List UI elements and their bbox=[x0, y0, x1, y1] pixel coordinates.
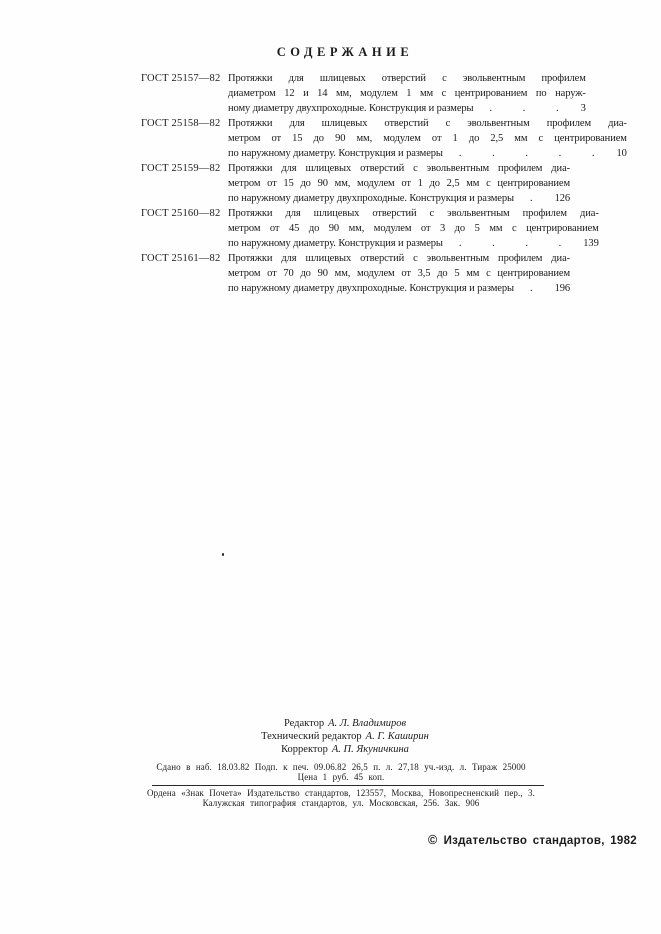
toc-entry-line: Протяжки для шлицевых отверстий с эвольвентным профилем диа- bbox=[228, 253, 571, 264]
copyright-text: Издательство стандартов, 1982 bbox=[443, 835, 637, 847]
toc-entry-line: Протяжки для шлицевых отверстий с эвольвентным профилем диа- bbox=[228, 163, 571, 174]
credit-role: Технический редактор bbox=[261, 731, 362, 742]
toc-entry-last-line bbox=[228, 146, 627, 161]
toc-entry bbox=[141, 116, 627, 161]
dot-leader: . bbox=[529, 283, 547, 294]
dot-leader: . . . . bbox=[458, 238, 576, 249]
toc-entry-last-line bbox=[228, 191, 570, 206]
toc-entry-line: Протяжки для шлицевых отверстий с эвольвентным профилем bbox=[228, 73, 586, 84]
toc-entry-description bbox=[228, 251, 570, 296]
imprint-publisher-address: Ордена «Знак Почета» Издательство стандартов, 123557, Москва, Новопресненский пер., 3. bbox=[146, 788, 536, 798]
table-of-contents bbox=[141, 71, 627, 296]
credit-line bbox=[141, 717, 549, 730]
toc-entry-gost-number: ГОСТ 25158—82 bbox=[141, 118, 221, 129]
imprint-printing-house: Калужская типография стандартов, ул. Московская, 256. Зак. 906 bbox=[202, 798, 480, 808]
toc-entry bbox=[141, 161, 571, 206]
credits-block bbox=[141, 717, 549, 756]
toc-entry-page-number: 3 bbox=[580, 103, 586, 114]
toc-entry bbox=[141, 206, 599, 251]
copyright-line bbox=[0, 833, 637, 847]
toc-entry-line: Протяжки для шлицевых отверстий с эвольвентным профилем диа- bbox=[228, 118, 627, 129]
page-title: СОДЕРЖАНИЕ bbox=[276, 45, 414, 59]
toc-entry-line: по наружному диаметру. Конструкция и размеры bbox=[228, 238, 443, 249]
toc-entry-description bbox=[228, 206, 599, 251]
imprint-block bbox=[110, 762, 572, 808]
imprint-price: Цена 1 руб. 45 коп. bbox=[297, 772, 385, 782]
toc-entry-line: метром от 45 до 90 мм, модулем от 3 до 5 мм с центрированием bbox=[228, 223, 599, 234]
toc-entry-page-number: 196 bbox=[554, 283, 571, 294]
toc-entry-line: ному диаметру двухпроходные. Конструкция и размеры bbox=[228, 103, 474, 114]
toc-entry-line: метром от 15 до 90 мм, модулем от 1 до 2,5 мм с центрированием bbox=[228, 133, 627, 144]
toc-entry-line: диаметром 12 и 14 мм, модулем 1 мм с центрированием по наруж- bbox=[228, 88, 586, 99]
toc-entry-last-line bbox=[228, 101, 586, 116]
toc-entry-description bbox=[228, 161, 570, 206]
toc-entry-line: метром от 70 до 90 мм, модулем от 3,5 до 5 мм с центрированием bbox=[228, 268, 571, 279]
credit-person-name: А. П. Якуничкина bbox=[331, 744, 409, 755]
toc-entry-line: по наружному диаметру двухпроходные. Конструкция и размеры bbox=[228, 283, 514, 294]
toc-entry-line: метром от 15 до 90 мм, модулем от 1 до 2,5 мм с центрированием bbox=[228, 178, 571, 189]
imprint-divider bbox=[152, 785, 544, 786]
dot-leader: . . . bbox=[489, 103, 573, 114]
credit-line bbox=[141, 743, 549, 756]
dot-leader: . bbox=[529, 193, 547, 204]
toc-entry bbox=[141, 71, 586, 116]
dot-leader: . . . . . bbox=[458, 148, 609, 159]
toc-entry-page-number: 10 bbox=[616, 148, 627, 159]
toc-entry-description bbox=[228, 116, 627, 161]
toc-entry-gost-number: ГОСТ 25161—82 bbox=[141, 253, 221, 264]
credit-person-name: А. Л. Владимиров bbox=[328, 718, 407, 729]
toc-entry-description bbox=[228, 71, 586, 116]
toc-entry-line: по наружному диаметру двухпроходные. Конструкция и размеры bbox=[228, 193, 514, 204]
toc-entry-gost-number: ГОСТ 25159—82 bbox=[141, 163, 221, 174]
toc-entry-last-line bbox=[228, 281, 570, 296]
copyright-icon: © bbox=[428, 833, 438, 847]
ink-speck bbox=[222, 553, 224, 556]
imprint-print-data: Сдано в наб. 18.03.82 Подп. к печ. 09.06.82 26,5 п. л. 27,18 уч.-изд. л. Тираж 25000 bbox=[156, 762, 526, 772]
credit-role: Редактор bbox=[283, 718, 325, 729]
toc-entry-gost-number: ГОСТ 25160—82 bbox=[141, 208, 221, 219]
toc-entry-page-number: 139 bbox=[583, 238, 599, 249]
credit-person-name: А. Г. Каширин bbox=[365, 731, 429, 742]
toc-entry-page-number: 126 bbox=[554, 193, 571, 204]
toc-entry-line: Протяжки для шлицевых отверстий с эвольвентным профилем диа- bbox=[228, 208, 599, 219]
toc-entry bbox=[141, 251, 571, 296]
toc-entry-gost-number: ГОСТ 25157—82 bbox=[141, 73, 221, 84]
credit-role: Корректор bbox=[281, 744, 328, 755]
credit-line bbox=[141, 730, 549, 743]
toc-entry-last-line bbox=[228, 236, 599, 251]
toc-entry-line: по наружному диаметру. Конструкция и размеры bbox=[228, 148, 443, 159]
